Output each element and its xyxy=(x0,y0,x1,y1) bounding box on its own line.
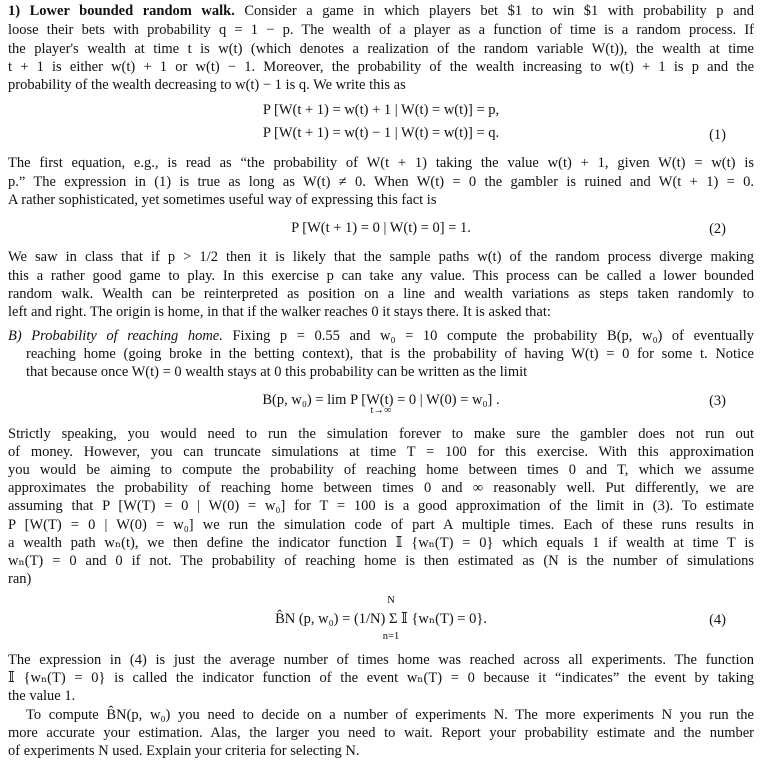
equation-4-sum-top: N xyxy=(387,595,395,606)
text-line: of experiments N used. Explain your criteria for selecting N. xyxy=(8,743,360,759)
text-line: of money. However, you can truncate simulations at time T = 100 for this exercise. With this approximation xyxy=(8,444,754,460)
equation-1b: P [W(t + 1) = w(t) − 1 | W(t) = w(t)] = q. xyxy=(262,125,500,141)
text-line: Fixing p = 0.55 and w₀ = 10 compute the probability B(p, w₀) of eventually xyxy=(222,328,754,344)
equation-2: P [W(t + 1) = 0 | W(t) = 0] = 1. xyxy=(291,220,471,236)
text-line: The expression in (4) is just the average number of times home was reached across all experiments. The function xyxy=(8,652,754,668)
text-line: We saw in class that if p > 1/2 then it is likely that the sample paths w(t) of the random process diverge making xyxy=(8,249,754,265)
equation-number-4: (4) xyxy=(709,612,726,628)
equation-4: B̂N (p, w₀) = (1/N) Σ 𝕀 {wₙ(T) = 0}. xyxy=(275,611,487,627)
text-line: reaching home (going broke in the betting context), that is the probability of having W(t) = 0 for some t. Notice xyxy=(26,346,754,362)
part-b-line-1 xyxy=(8,327,754,345)
part-b-label: B) Probability of reaching home. xyxy=(8,328,223,344)
text-line: ran) xyxy=(8,571,32,587)
text-line: the value 1. xyxy=(8,688,76,704)
text-line: that because once W(t) = 0 wealth stays at 0 this probability can be written as the limit xyxy=(26,364,528,380)
problem-title: Lower bounded random walk. xyxy=(29,3,235,19)
text-line: The first equation, e.g., is read as “the probability of W(t + 1) taking the value w(t) + 1, given W(t) = w(t) is xyxy=(8,155,754,171)
text-line: probability of the wealth decreasing to w(t) − 1 is q. We write this as xyxy=(8,77,406,93)
equation-3-limit-subscript: t→∞ xyxy=(370,405,392,416)
text-line: p.” The expression in (1) is true as long as W(t) ≠ 0. When W(t) = 0 the gambler is ruined and W(t + 1) = 0. xyxy=(8,174,754,190)
equation-number-2: (2) xyxy=(709,221,726,237)
text-line: you would be aiming to compute the probability of reaching home between times 0 and T, which we assume xyxy=(8,462,754,478)
text-line: more accurate your estimation. Alas, the larger you need to wait. Report your probability estimate and the number xyxy=(8,725,754,741)
equation-1a: P [W(t + 1) = w(t) + 1 | W(t) = w(t)] = p, xyxy=(262,102,500,118)
text-line: loose their bets with probability q = 1 − p. The wealth of a player as a function of time is a random process. If xyxy=(8,22,754,38)
equation-number-1: (1) xyxy=(709,127,726,143)
equation-number-3: (3) xyxy=(709,393,726,409)
intro-line-1 xyxy=(8,2,754,20)
text-line: the player's wealth at time t is w(t) (which denotes a realization of the random variable W(t)), the wealth at time xyxy=(8,41,754,57)
text-line: random walk. Wealth can be reinterpreted as position on a line and wealth variations as steps taken randomly to xyxy=(8,286,754,302)
text-line: left and right. The origin is home, in that if the walker reaches 0 it stays there. It is asked that: xyxy=(8,304,551,320)
equation-3: B(p, w₀) = lim P [W(t) = 0 | W(0) = w₀] . xyxy=(262,392,500,408)
text-line: Consider a game in which players bet $1 to win $1 with probability p and xyxy=(234,3,755,19)
text-line: assuming that P [W(T) = 0 | W(0) = w₀] for T = 100 is a good approximation of the limit in (3). To estimate xyxy=(8,498,754,514)
text-line: 𝕀 {wₙ(T) = 0} is called the indicator function of the event wₙ(T) = 0 because it “indicates” the event by taking xyxy=(8,670,754,686)
text-line: t + 1 is either w(t) + 1 or w(t) − 1. Moreover, the probability of the wealth increasing to w(t) + 1 is p and the xyxy=(8,59,754,75)
text-line: a wealth path wₙ(t), we then define the indicator function 𝕀 {wₙ(T) = 0} which equals 1 if wealth at time T is xyxy=(8,535,754,551)
text-line: this a rather good game to play. In this exercise p can take any value. This process can be called a lower bounded xyxy=(8,268,754,284)
text-line: approximates the probability of reaching home between times 0 and ∞ reasonably well. Put differently, we are xyxy=(8,480,754,496)
problem-number: 1) xyxy=(8,3,21,19)
text-line: A rather sophisticated, yet sometimes useful way of expressing this fact is xyxy=(8,192,437,208)
equation-4-sum-bottom: n=1 xyxy=(382,631,400,642)
text-line: wₙ(T) = 0 and 0 if not. The probability of reaching home is then estimated as (N is the number of simulations xyxy=(8,553,754,569)
text-line: Strictly speaking, you would need to run the simulation forever to make sure the gambler does not run out xyxy=(8,426,754,442)
text-line: To compute B̂N(p, w₀) you need to decide on a number of experiments N. The more experiments N you run the xyxy=(26,707,754,723)
text-line: P [W(T) = 0 | W(0) = w₀] we run the simulation code of part A multiple times. Each of these runs results in xyxy=(8,517,754,533)
